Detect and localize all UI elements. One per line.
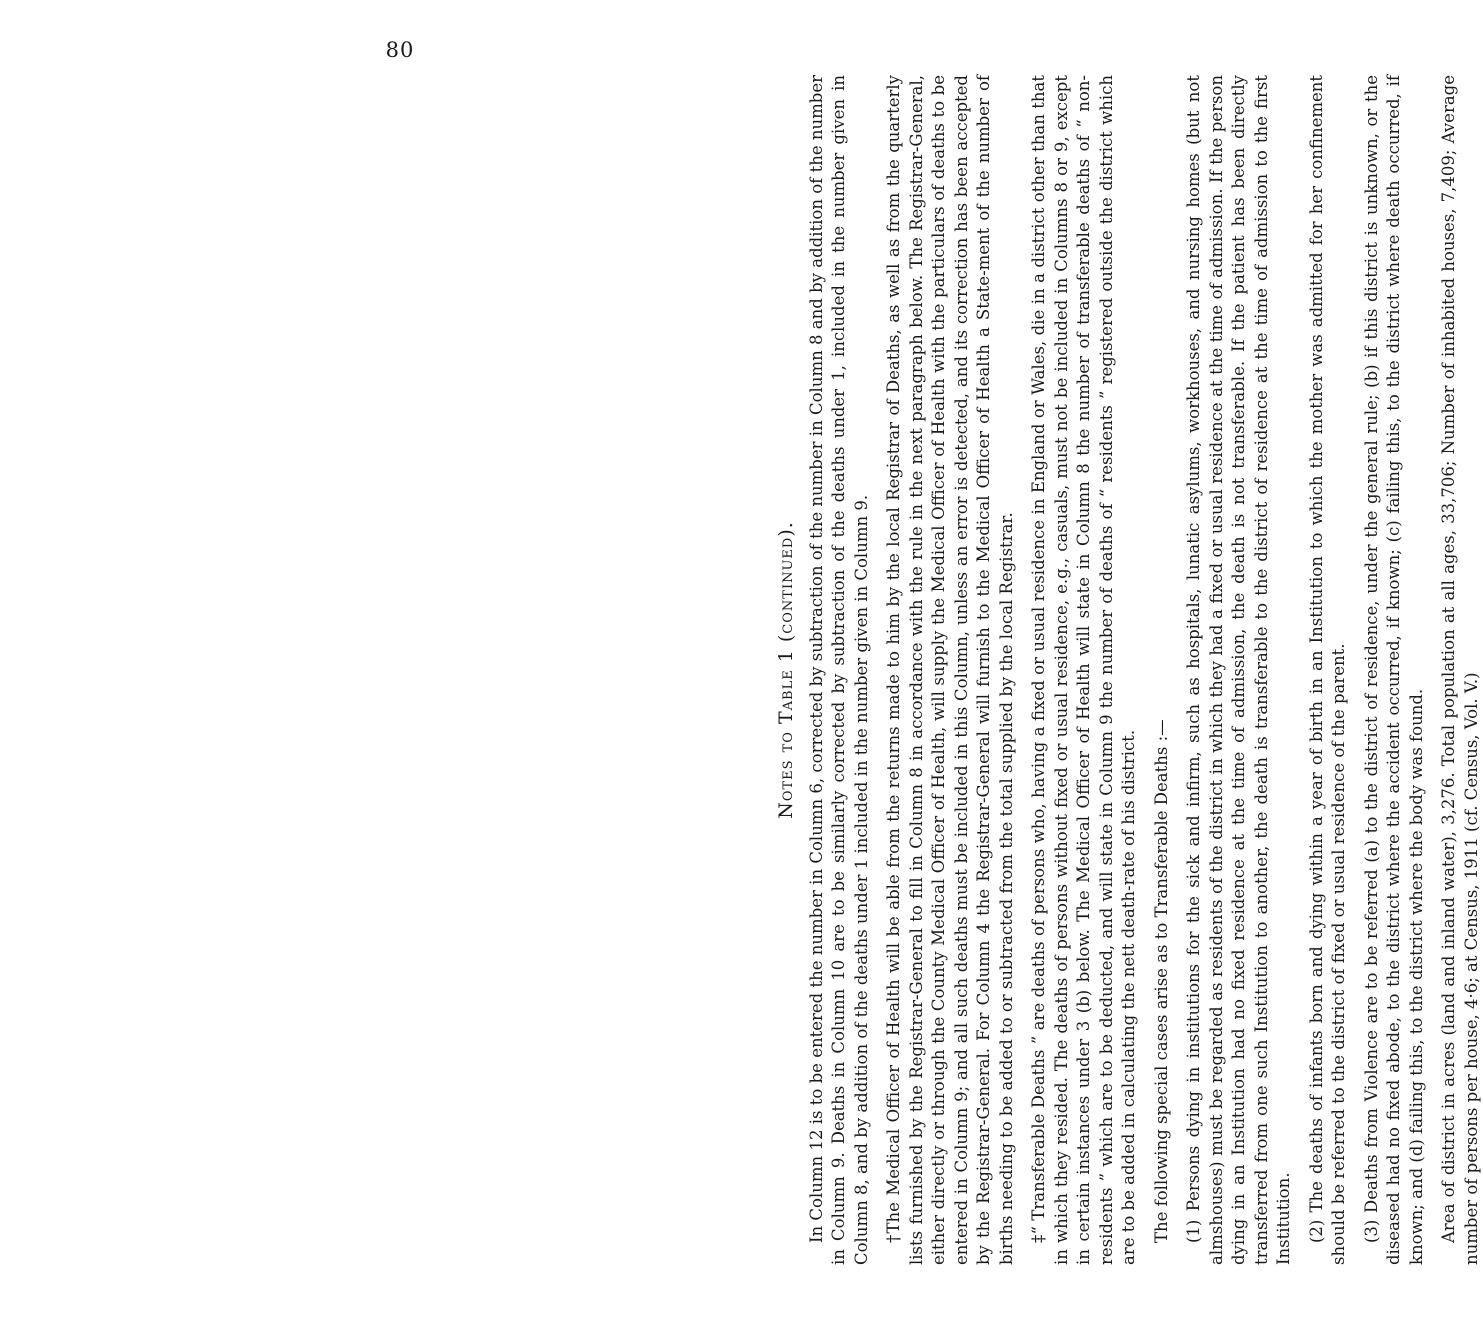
note-paragraph-case-2-infants: (2) The deaths of infants born and dying within a year of birth in an Institution to which the mother was admitted for her confinement should be referred to the district of fixed or usual residence of the parent. (1306, 75, 1348, 1265)
rotated-notes-block (775, 75, 1481, 1265)
note-paragraph-case-3-violence: (3) Deaths from Violence are to be referred (a) to the district of residence, under the general rule; (b) if this district is unknown, or the diseased had no fixed abode, to the district where the accident occurred, if known; (c) failing this, to the district where death occurred, if known; and (d) failing this, to the district where the body was found. (1361, 75, 1426, 1265)
note-paragraph-medical-officer: †The Medical Officer of Health will be able from the returns made to him by the local Registrar of Deaths, as well as from the quarterly lists furnished by the Registrar-General to fill in Column 8 in accordance with the rule in the next paragraph below. The Registrar-General, either directly or through the County Medical Officer of Health, will supply the Medical Officer of Health with the particulars of deaths to be entered in Column 9; and all such deaths must be included in this Column, unless an error is detected, and its correction has been accepted by the Registrar-General. For Column 4 the Registrar-General will furnish to the Medical Officer of Health a State-ment of the number of births needing to be added to or subtracted from the total supplied by the local Registrar. (884, 75, 1016, 1265)
notes-title: Notes to Table 1 (continued). (775, 521, 797, 819)
note-paragraph-column-12: In Column 12 is to be entered the number in Column 6, corrected by subtraction of the number in Column 8 and by addition of the number in Column 9. Deaths in Column 10 are to be similarly corrected by subtraction of the deaths under 1, included in the number given in Column 8, and by addition of the deaths under 1 included in the number given in Column 9. (806, 75, 871, 1265)
page-number: 80 (385, 38, 415, 62)
district-statistics: Area of district in acres (land and inland water), 3,276. Total population at all ages, 33,706; Number of inhabited houses, 7,409; Average number of persons per house, 4·6; at Census, 1911 (cf. Census, Vol. V.) (1439, 75, 1481, 1265)
note-paragraph-case-1-institutions: (1) Persons dying in institutions for the sick and infirm, such as hospitals, lunatic asylums, workhouses, and nursing homes (but not almshouses) must be regarded as residents of the district in which they had a fixed or usual residence at the time of admission. If the person dying in an Institution had no fixed residence at the time of admission, the death is not transferable. If the patient has been directly transferred from one such Institution to another, the death is transferable to the district of residence at the time of admission to the first Institution. (1184, 75, 1293, 1265)
note-paragraph-transferable-deaths: ‡“ Transferable Deaths ” are deaths of persons who, having a fixed or usual residence in England or Wales, die in a district other than that in which they resided. The deaths of persons without fixed or usual residence, e.g., casuals, must not be included in Columns 8 or 9, except in certain instances under 3 (b) below. The Medical Officer of Health will state in Column 8 the number of transferable deaths of “ non-residents ” which are to be deducted, and will state in Column 9 the number of deaths of “ residents ” registered outside the district which are to be added in calculating the nett death-rate of his district. (1029, 75, 1138, 1265)
note-paragraph-special-cases-intro: The following special cases arise as to Transferable Deaths :— (1151, 719, 1171, 1243)
